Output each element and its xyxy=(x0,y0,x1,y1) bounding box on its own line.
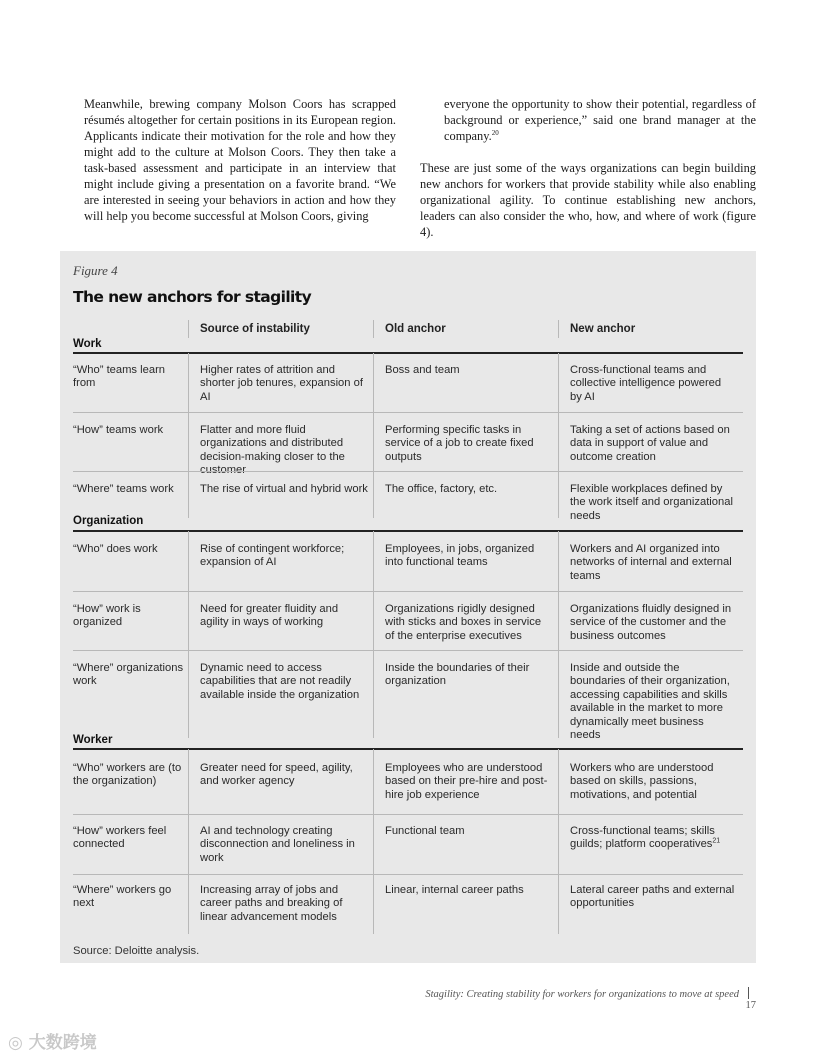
page-number: 17 xyxy=(745,1000,756,1011)
new-anchor-cell: Flexible workplaces defined by the work itself and organizational needs xyxy=(570,483,733,522)
old-anchor-cell: Employees, in jobs, organized into functional teams xyxy=(385,543,535,569)
row-label: “Where” workers go next xyxy=(73,884,172,910)
watermark: ◎ 大数跨境 xyxy=(8,1033,97,1053)
footnote-ref[interactable]: 20 xyxy=(491,128,499,137)
column-divider xyxy=(188,320,189,338)
new-anchor-cell: Workers and AI organized into networks of internal and external teams xyxy=(570,543,732,582)
row-label: “Who” workers are (to the organization) xyxy=(73,762,182,788)
page-footer xyxy=(420,987,756,1011)
row-label: “Where” teams work xyxy=(73,483,174,495)
column-header-source: Source of instability xyxy=(200,323,310,335)
old-anchor-cell: Organizations rigidly designed with sticks and boxes in service of the enterprise executives xyxy=(385,603,542,642)
section-label-work: Work xyxy=(73,338,102,350)
section-label-organization: Organization xyxy=(73,515,144,527)
row-label: “How” teams work xyxy=(73,424,164,436)
column-divider xyxy=(558,749,559,934)
row-label: “Who” teams learn from xyxy=(73,364,166,390)
source-cell: Need for greater fluidity and agility in ways of working xyxy=(200,603,339,629)
column-divider xyxy=(188,353,189,518)
row-label: “Where” organizations work xyxy=(73,662,184,688)
body-paragraph: These are just some of the ways organizations can begin building new anchors for workers that provide stability while also enabling organizational agility. To continue establishing new anchors, leaders can also consider the who, how, and where of work (figure 4). xyxy=(420,161,756,239)
column-divider xyxy=(373,531,374,738)
row-divider xyxy=(73,412,743,413)
old-anchor-cell: The office, factory, etc. xyxy=(385,483,498,495)
old-anchor-cell: Performing specific tasks in service of a job to create fixed outputs xyxy=(385,424,534,463)
right-text-column xyxy=(420,96,756,240)
source-cell: Higher rates of attrition and shorter job tenures, expansion of AI xyxy=(200,364,363,403)
section-rule xyxy=(73,530,743,532)
body-paragraph: Meanwhile, brewing company Molson Coors has scrapped résumés altogether for certain positions in its European region. Applicants indicate their motivation for the role and how they might add to the culture at Molson Coors. They then take a task-based assessment and participate in an interview that might include giving a presentation on a favorite brand. “We are interested in seeing your behaviors in action and how they will help you become successful at Molson Coors, giving xyxy=(84,97,396,223)
new-anchor-cell: Lateral career paths and external opportunities xyxy=(570,884,735,910)
source-cell: Increasing array of jobs and career paths and breaking of linear advancement models xyxy=(200,884,343,923)
column-divider xyxy=(373,353,374,518)
row-label: “How” work is organized xyxy=(73,603,141,629)
row-label: “How” workers feel connected xyxy=(73,825,167,851)
column-divider xyxy=(558,353,559,518)
figure-4 xyxy=(60,251,756,963)
source-cell: Dynamic need to access capabilities that are not readily available inside the organization xyxy=(200,662,360,701)
footer-title: Stagility: Creating stability for workers for organizations to move at speed xyxy=(425,989,739,1000)
row-divider xyxy=(73,874,743,875)
row-divider xyxy=(73,650,743,651)
section-rule xyxy=(73,748,743,750)
column-header-old: Old anchor xyxy=(385,323,446,335)
old-anchor-cell: Linear, internal career paths xyxy=(385,884,524,896)
column-divider xyxy=(558,531,559,738)
new-anchor-cell: Taking a set of actions based on data in support of value and outcome creation xyxy=(570,424,730,463)
column-divider xyxy=(188,749,189,934)
source-cell: Flatter and more fluid organizations and distributed decision-making closer to the xyxy=(200,424,345,463)
row-divider xyxy=(73,814,743,815)
watermark-logo-icon: ◎ xyxy=(8,1033,29,1053)
column-divider xyxy=(373,749,374,934)
new-anchor-cell: Cross-functional teams; skills guilds; platform cooperatives$^{21}$ xyxy=(570,825,721,851)
column-divider xyxy=(188,531,189,738)
source-cell: The rise of virtual and hybrid work xyxy=(200,483,368,495)
new-anchor-cell: Workers who are understood based on skills, passions, motivations, and potential xyxy=(570,762,714,801)
source-cell: AI and technology creating disconnection and loneliness in work xyxy=(200,825,355,864)
column-header-new: New anchor xyxy=(570,323,636,335)
old-anchor-cell: Employees who are understood based on their pre-hire and post-hire job experience xyxy=(385,762,548,801)
footnote-ref[interactable]: 21 xyxy=(712,837,721,845)
section-label-worker: Worker xyxy=(73,734,113,746)
row-divider xyxy=(73,471,743,472)
body-paragraph-continuation: everyone the opportunity to show their potential, regardless of background or experience,” said one brand manager at the company.$^{20}$ xyxy=(444,97,756,143)
footer-divider xyxy=(748,987,749,999)
left-text-column xyxy=(84,96,396,224)
row-label: “Who” does work xyxy=(73,543,158,555)
new-anchor-cell: Inside and outside the boundaries of their organization, accessing capabilities and skills available in the market to more dynamically meet business needs xyxy=(570,662,730,742)
figure-source: Source: Deloitte analysis. xyxy=(73,945,200,957)
column-divider xyxy=(373,320,374,338)
new-anchor-cell: Organizations fluidly designed in service of the customer and the business outcomes xyxy=(570,603,732,642)
figure-title: The new anchors for stagility xyxy=(73,288,312,306)
old-anchor-cell: Functional team xyxy=(385,825,465,837)
section-rule xyxy=(73,352,743,354)
new-anchor-cell: Cross-functional teams and collective intelligence powered by AI xyxy=(570,364,722,403)
source-cell: Greater need for speed, agility, and worker agency xyxy=(200,762,353,788)
old-anchor-cell: Inside the boundaries of their organization xyxy=(385,662,530,688)
source-cell: Rise of contingent workforce; expansion of AI xyxy=(200,543,345,569)
figure-label: Figure 4 xyxy=(73,263,118,278)
old-anchor-cell: Boss and team xyxy=(385,364,460,376)
row-divider xyxy=(73,591,743,592)
column-divider xyxy=(558,320,559,338)
